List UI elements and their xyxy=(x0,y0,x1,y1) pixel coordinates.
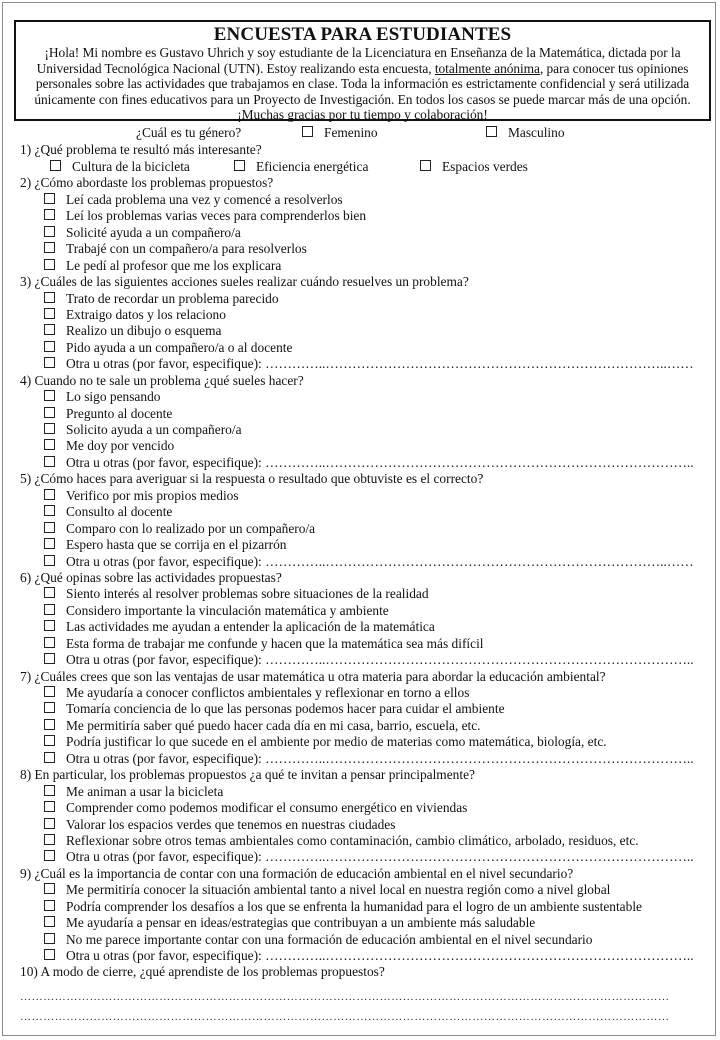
option-label: Tomaría conciencia de lo que las personas podemos hacer para cuidar el ambiente xyxy=(66,701,505,717)
checkbox[interactable] xyxy=(44,587,55,598)
option-1[interactable] xyxy=(20,784,710,800)
option-2[interactable] xyxy=(20,701,710,717)
option-3[interactable] xyxy=(20,915,710,931)
other-specify-field[interactable]: Otra u otras (por favor, especifique): …………..……………………………………………………………………….. xyxy=(66,454,694,470)
option-other[interactable] xyxy=(20,948,710,964)
option-2[interactable] xyxy=(20,603,710,619)
other-specify-field[interactable]: Otra u otras (por favor, especifique): …………..……………………………………………………………………….. xyxy=(66,652,694,668)
checkbox[interactable] xyxy=(44,538,55,549)
other-specify-field[interactable]: Otra u otras (por favor, especifique): …………..……………………………………………………………………….. xyxy=(66,849,694,865)
checkbox[interactable] xyxy=(44,604,55,615)
checkbox[interactable] xyxy=(420,160,431,171)
question-label: 2) ¿Cómo abordaste los problemas propuestos? xyxy=(20,175,274,191)
option-1[interactable] xyxy=(20,291,710,307)
checkbox[interactable] xyxy=(44,439,55,450)
question-3 xyxy=(20,274,710,373)
option-1[interactable] xyxy=(20,488,710,504)
checkbox[interactable] xyxy=(44,209,55,220)
checkbox[interactable] xyxy=(44,341,55,352)
survey-header xyxy=(14,20,711,121)
option-label: Lo sigo pensando xyxy=(66,389,161,405)
question-6 xyxy=(20,570,710,669)
other-specify-field[interactable]: Otra u otras (por favor, especifique): …………..…………………………………………………………………..…… xyxy=(66,356,694,372)
checkbox[interactable] xyxy=(302,126,313,137)
checkbox[interactable] xyxy=(44,292,55,303)
option-label: Me animan a usar la bicicleta xyxy=(66,783,224,799)
question-label: 8) En particular, los problemas propuestos ¿a qué te invitan a pensar principalmente? xyxy=(20,767,475,783)
question-1 xyxy=(20,142,710,175)
answer-line-field[interactable]: …………………………………………………………………………………………………………………………………………………… xyxy=(20,990,670,1003)
option-label: Solicité ayuda a un compañero/a xyxy=(66,224,241,240)
question-label: 4) Cuando no te sale un problema ¿qué sueles hacer? xyxy=(20,372,304,388)
option-2[interactable] xyxy=(20,307,710,323)
checkbox[interactable] xyxy=(44,423,55,434)
option-5[interactable] xyxy=(20,258,710,274)
option-2[interactable] xyxy=(20,406,710,422)
answer-line-field[interactable]: …………………………………………………………………………………………………………………………………………………… xyxy=(20,1010,670,1023)
checkbox[interactable] xyxy=(44,259,55,270)
option-label: No me parece importante contar con una formación de educación ambiental en el nivel secundario xyxy=(66,931,593,947)
option-label: Extraigo datos y los relaciono xyxy=(66,306,226,322)
checkbox[interactable] xyxy=(44,834,55,845)
option-label: Verifico por mis propios medios xyxy=(66,487,239,503)
gender-option-masculino[interactable] xyxy=(486,124,565,142)
option-label: Leí cada problema una vez y comencé a resolverlos xyxy=(66,191,343,207)
option-4[interactable] xyxy=(20,537,710,553)
option-label: Valorar los espacios verdes que tenemos en nuestras ciudades xyxy=(66,816,396,832)
option-label: Realizo un dibujo o esquema xyxy=(66,323,222,339)
survey-intro xyxy=(16,45,709,107)
option-3[interactable] xyxy=(20,521,710,537)
option-3[interactable] xyxy=(20,225,710,241)
option-label: Cultura de la bicicleta xyxy=(72,159,190,175)
option-1[interactable] xyxy=(20,685,710,701)
checkbox[interactable] xyxy=(234,160,245,171)
question-7 xyxy=(20,669,710,768)
option-other[interactable] xyxy=(20,751,710,767)
option-label: Podría justificar lo que sucede en el ambiente por medio de materias como matemática, biología, etc. xyxy=(66,734,607,750)
checkbox[interactable] xyxy=(486,126,497,137)
option-1[interactable] xyxy=(50,158,190,175)
option-label: Trabajé con un compañero/a para resolverlos xyxy=(66,241,307,257)
option-label: Comparo con lo realizado por un compañero/a xyxy=(66,520,316,536)
question-label: 7) ¿Cuáles crees que son las ventajas de usar matemática u otra materia para abordar la educación ambiental? xyxy=(20,668,606,684)
option-label: Masculino xyxy=(508,125,565,140)
checkbox[interactable] xyxy=(44,390,55,401)
option-label: Le pedí al profesor que me los explicara xyxy=(66,257,282,273)
option-label: Podría comprender los desafíos a los que se enfrenta la humanidad para el logro de un ambiente sustentable xyxy=(66,898,642,914)
option-label: Esta forma de trabajar me confunde y hacen que la matemática sea más difícil xyxy=(66,635,484,651)
option-1[interactable] xyxy=(20,192,710,208)
question-9 xyxy=(20,866,710,965)
option-label: Pregunto al docente xyxy=(66,405,173,421)
option-3[interactable] xyxy=(20,422,710,438)
option-4[interactable] xyxy=(20,636,710,652)
option-other[interactable] xyxy=(20,849,710,865)
option-4[interactable] xyxy=(20,438,710,454)
checkbox[interactable] xyxy=(44,653,55,664)
question-label: 3) ¿Cuáles de las siguientes acciones sueles realizar cuándo resuelves un problema? xyxy=(20,274,469,290)
thanks-text: ¡Muchas gracias por tu tiempo y colaboración! xyxy=(237,107,488,123)
option-label: Me ayudaría a pensar en ideas/estrategias que contribuyan a un ambiente más saludable xyxy=(66,915,536,931)
option-label: Siento interés al resolver problemas sobre situaciones de la realidad xyxy=(66,586,429,602)
option-label: Reflexionar sobre otros temas ambientales como contaminación, cambio climático, arbolado, residuos, etc. xyxy=(66,832,639,848)
checkbox[interactable] xyxy=(44,818,55,829)
survey-body xyxy=(20,124,710,1027)
survey-title: ENCUESTA PARA ESTUDIANTES xyxy=(213,24,512,45)
option-label: Me permitiría saber qué puedo hacer cada día en mi casa, barrio, escuela, etc. xyxy=(66,717,481,733)
checkbox[interactable] xyxy=(44,357,55,368)
option-2[interactable] xyxy=(20,208,710,224)
gender-question xyxy=(20,124,710,142)
checkbox[interactable] xyxy=(44,900,55,911)
option-label: Solicito ayuda a un compañero/a xyxy=(66,422,242,437)
option-4[interactable] xyxy=(20,833,710,849)
option-label: Trato de recordar un problema parecido xyxy=(66,290,279,306)
option-other[interactable] xyxy=(20,652,710,668)
intro-text-continued: , para conocer tus opiniones personales sobre las actividades que trabajamos en clase. Toda la información es estrictamente confidencial y será utilizada únicamente con fines educativos para un Proyecto de Investigación. En todos los casos se puede marcar más de una opción. xyxy=(34,60,691,107)
checkbox[interactable] xyxy=(44,242,55,253)
checkbox[interactable] xyxy=(44,489,55,500)
checkbox[interactable] xyxy=(44,686,55,697)
checkbox[interactable] xyxy=(44,407,55,418)
checkbox[interactable] xyxy=(44,555,55,566)
option-label: Femenino xyxy=(324,125,378,140)
option-3[interactable] xyxy=(20,817,710,833)
question-5 xyxy=(20,471,710,570)
intro-text: ¡Hola! Mi nombre es Gustavo Uhrich y soy estudiante de la Licenciatura en Enseñanza de la Matemática, dictada por la Universidad Tecnológica Nacional (UTN). Estoy realizando esta encuesta, xyxy=(36,45,681,76)
checkbox[interactable] xyxy=(44,916,55,927)
gender-label: ¿Cuál es tu género? xyxy=(136,125,242,140)
checkbox[interactable] xyxy=(44,850,55,861)
option-2[interactable] xyxy=(234,158,368,175)
option-4[interactable] xyxy=(20,241,710,257)
option-label: Espacios verdes xyxy=(442,159,528,175)
options-row xyxy=(20,158,710,175)
option-3[interactable] xyxy=(20,619,710,635)
option-label: Consulto al docente xyxy=(66,504,173,520)
checkbox[interactable] xyxy=(44,735,55,746)
question-label: 1) ¿Qué problema te resultó más interesante? xyxy=(20,142,262,157)
question-2 xyxy=(20,175,710,274)
checkbox[interactable] xyxy=(44,801,55,812)
intro-underlined-text: totalmente anónima xyxy=(434,60,540,76)
option-3[interactable] xyxy=(20,323,710,339)
option-other[interactable] xyxy=(20,455,710,471)
option-4[interactable] xyxy=(20,734,710,750)
option-3[interactable] xyxy=(20,718,710,734)
checkbox[interactable] xyxy=(44,637,55,648)
answer-line[interactable] xyxy=(20,1007,710,1027)
survey-page xyxy=(2,2,716,1036)
question-8 xyxy=(20,767,710,866)
other-specify-field[interactable]: Otra u otras (por favor, especifique): …………..……………………………………………………………………….. xyxy=(66,750,694,766)
option-2[interactable] xyxy=(20,800,710,816)
checkbox[interactable] xyxy=(44,933,55,944)
checkbox[interactable] xyxy=(44,719,55,730)
option-1[interactable] xyxy=(20,389,710,405)
option-label: Considero importante la vinculación matemática y ambiente xyxy=(66,602,389,618)
question-label: 6) ¿Qué opinas sobre las actividades propuestas? xyxy=(20,569,282,585)
option-other[interactable] xyxy=(20,356,710,372)
option-4[interactable] xyxy=(20,340,710,356)
checkbox[interactable] xyxy=(44,883,55,894)
option-label: Me doy por vencido xyxy=(66,438,175,454)
checkbox[interactable] xyxy=(44,505,55,516)
option-label: Leí los problemas varias veces para comprenderlos bien xyxy=(66,208,367,224)
option-label: Las actividades me ayudan a entender la aplicación de la matemática xyxy=(66,619,435,635)
option-label: Espero hasta que se corrija en el pizarrón xyxy=(66,537,287,553)
checkbox[interactable] xyxy=(44,785,55,796)
question-label: 9) ¿Cuál es la importancia de contar con una formación de educación ambiental en el nivel secundario? xyxy=(20,865,574,881)
checkbox[interactable] xyxy=(44,308,55,319)
checkbox[interactable] xyxy=(44,702,55,713)
checkbox[interactable] xyxy=(50,160,61,171)
option-3[interactable] xyxy=(420,158,528,175)
checkbox[interactable] xyxy=(44,456,55,467)
other-specify-field[interactable]: Otra u otras (por favor, especifique): …………..……………………………………………………………………….. xyxy=(66,948,694,963)
question-10 xyxy=(20,964,710,1026)
checkbox[interactable] xyxy=(44,226,55,237)
option-label: Comprender como podemos modificar el consumo energético en viviendas xyxy=(66,800,468,816)
option-label: Me permitiría conocer la situación ambiental tanto a nivel local en nuestra región como a nivel global xyxy=(66,882,611,898)
option-2[interactable] xyxy=(20,899,710,915)
gender-option-femenino[interactable] xyxy=(302,124,378,142)
question-label: 5) ¿Cómo haces para averiguar si la respuesta o resultado que obtuviste es el correcto? xyxy=(20,471,484,487)
option-4[interactable] xyxy=(20,932,710,948)
other-specify-field[interactable]: Otra u otras (por favor, especifique): …………..…………………………………………………………………..…… xyxy=(66,553,694,569)
question-4 xyxy=(20,373,710,472)
checkbox[interactable] xyxy=(44,620,55,631)
option-other[interactable] xyxy=(20,554,710,570)
checkbox[interactable] xyxy=(44,324,55,335)
option-label: Pido ayuda a un compañero/a o al docente xyxy=(66,339,293,355)
answer-line[interactable] xyxy=(20,987,710,1007)
option-label: Me ayudaría a conocer conflictos ambientales y reflexionar en torno a ellos xyxy=(66,685,470,700)
question-label: 10) A modo de cierre, ¿qué aprendiste de los problemas propuestos? xyxy=(20,964,385,980)
questions-list xyxy=(20,142,710,1027)
checkbox[interactable] xyxy=(44,522,55,533)
option-1[interactable] xyxy=(20,586,710,602)
option-1[interactable] xyxy=(20,882,710,898)
checkbox[interactable] xyxy=(44,193,55,204)
checkbox[interactable] xyxy=(44,949,55,960)
option-2[interactable] xyxy=(20,504,710,520)
option-label: Eficiencia energética xyxy=(256,159,369,175)
checkbox[interactable] xyxy=(44,752,55,763)
